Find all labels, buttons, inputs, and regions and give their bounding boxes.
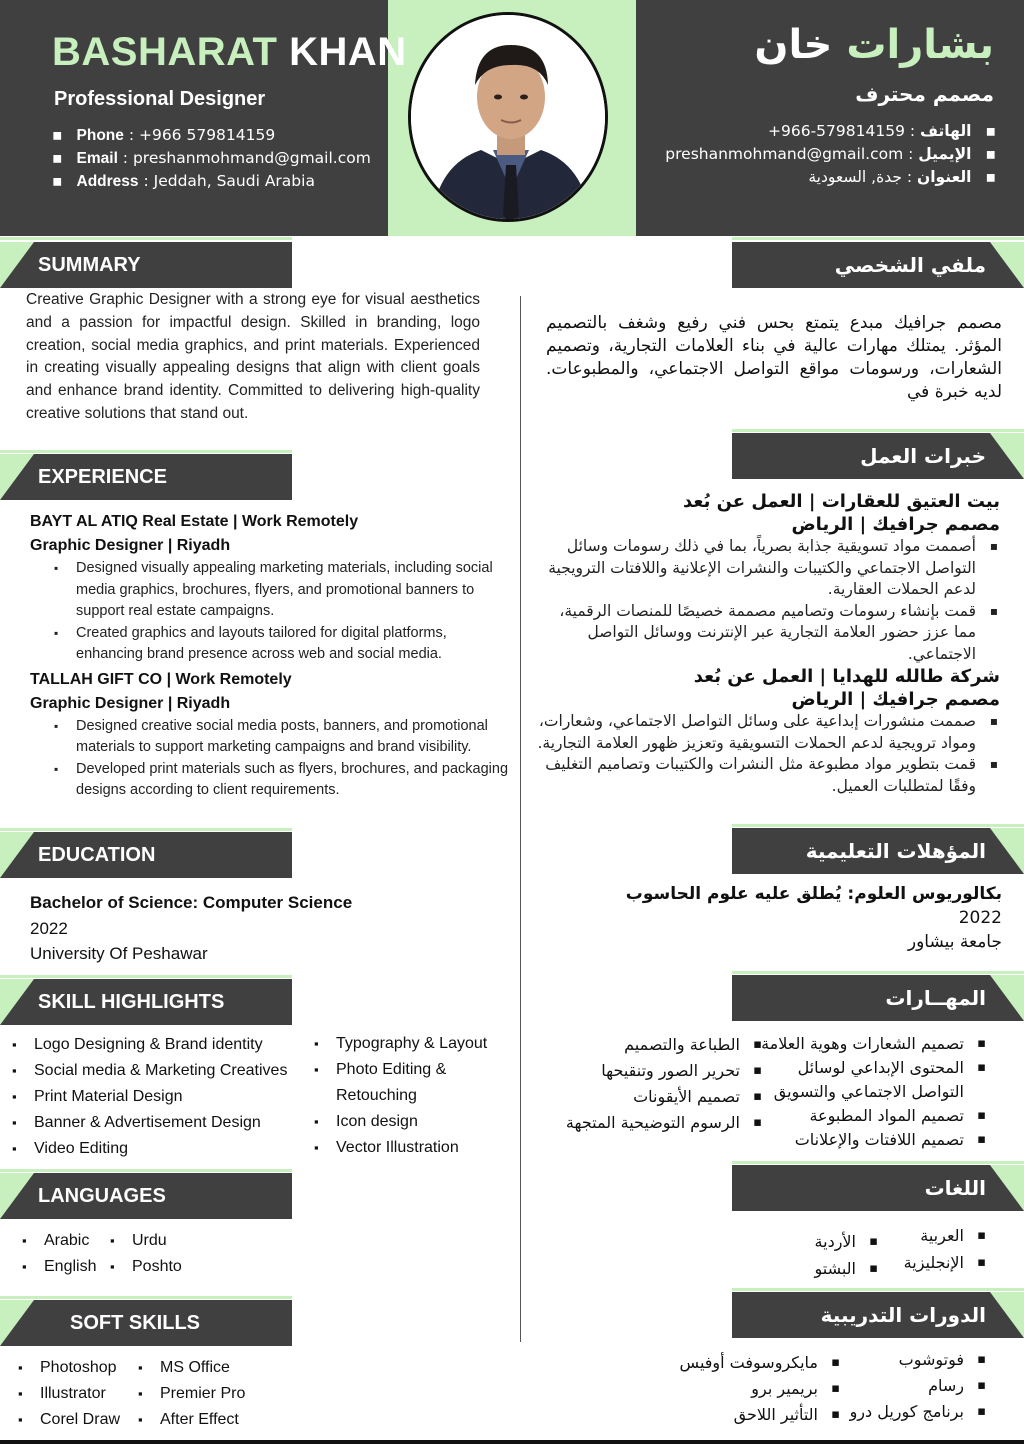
experience-list-arabic [534,490,1000,797]
list-item: التواصل الاجتماعي والتسويق [773,1082,964,1101]
list-item: ▪ Corel Draw [18,1407,120,1433]
list-item: ▪ MS Office [138,1355,245,1381]
languages-english-col1 [22,1228,96,1280]
section-accent [732,971,1024,974]
soft-skills-col1 [18,1355,120,1433]
education-degree-ar: بكالوريوس العلوم: يُطلق عليه علوم الحاسوب [625,884,1002,904]
list-item: ▪ After Effect [138,1407,245,1433]
job-bullets [30,716,516,802]
list-item: ▪ تصميم اللافتات والإعلانات [761,1128,986,1152]
list-item: ▪ صممت منشورات إبداعية على وسائل التواصل الاجتماعي، وشعارات، ومواد ترويجية لدعم الحملات التسويقية وتعزيز ظهور العلامة التجارية. [534,711,976,754]
contact-address: ▪ Address : Jeddah, Saudi Arabia [52,170,382,193]
list-item: ▪ المحتوى الإبداعي لوسائل [761,1056,986,1080]
soft-skills-col2 [138,1355,245,1433]
section-header-education-ar: المؤهلات التعليمية [732,828,1024,874]
list-item: ▪ قمت بتطوير مواد مطبوعة مثل النشرات والكتيبات وتصاميم التغليف وفقًا لمتطلبات العميل. [534,754,976,797]
section-accent [732,429,1024,432]
list-item: ▪ Banner & Advertisement Design [12,1110,287,1136]
column-divider [520,296,521,1342]
section-notch [990,1165,1024,1211]
section-notch [0,1173,34,1219]
section-header-languages: LANGUAGES [0,1173,292,1219]
section-header-courses-ar: الدورات التدريبية [732,1292,1024,1338]
summary-text-arabic: مصمم جرافيك مبدع يتمتع بحس فني رفيع وشغف بالتصميم المؤثر. يمتلك مهارات عالية في بناء العلامات التجارية، وتصميم الشعارات، ورسومات مواقع التواصل الاجتماعي، والمطبوعات. لديه خبرة في [546,313,1002,402]
job-role: Graphic Designer | Riyadh [30,694,231,712]
list-item: ▪ Designed visually appealing marketing materials, including social media graphics, brochures, flyers, and promotional banners to support real estate campaigns. [76,558,516,623]
list-item: ▪ بريمير برو [680,1376,840,1402]
education-english [30,890,510,967]
list-item: ▪ الرسوم التوضيحية المتجهة [566,1110,762,1136]
contact-email-ar[interactable]: ▪ الإيميل : preshanmohmand@gmail.com [616,143,996,166]
section-accent [732,237,1024,240]
name-arabic: بشارات خان [754,22,994,68]
list-item: ▪ الطباعة والتصميم [566,1032,762,1058]
section-header-summary: SUMMARY [0,242,292,288]
contact-list-arabic [616,120,996,189]
section-accent [732,1161,1024,1164]
job-bullets-ar [534,711,1000,797]
list-item: ▪ مايكروسوفت أوفيس [680,1350,840,1376]
list-item: ▪ Illustrator [18,1381,120,1407]
courses-arabic-col2 [680,1350,840,1428]
list-item: Retouching [336,1087,417,1104]
skills-list-arabic-col2 [566,1032,762,1136]
section-header-summary-ar: ملفي الشخصي [732,242,1024,288]
person-avatar-icon [411,15,608,222]
section-notch [0,1300,34,1346]
section-header-experience: EXPERIENCE [0,454,292,500]
job-company-ar: شركة طالله للهدايا | العمل عن بُعد [693,666,1000,687]
list-item: ▪ Urdu [110,1228,182,1254]
list-item: ▪ تحرير الصور وتنقيحها [566,1058,762,1084]
section-header-skills: SKILL HIGHLIGHTS [0,979,292,1025]
list-item: ▪ العربية [904,1222,986,1249]
section-notch [0,832,34,878]
section-accent [0,1169,292,1172]
list-item: ▪ Icon design [314,1109,487,1135]
list-item: ▪ الأردية [814,1228,878,1255]
profile-photo [408,12,608,222]
list-item: ▪ تصميم المواد المطبوعة [761,1104,986,1128]
list-item: ▪ التأثير اللاحق [680,1402,840,1428]
contact-phone-ar: ▪ الهاتف : +966-579814159 [616,120,996,143]
skills-list-english-col2 [314,1031,487,1161]
education-arabic [560,882,1002,954]
education-year: 2022 [30,918,68,938]
job-role-ar: مصمم جرافيك | الرياض [791,514,1000,535]
contact-phone: ▪ Phone : +966 579814159 [52,124,382,147]
job-company-ar: بيت العتيق للعقارات | العمل عن بُعد [683,491,1000,512]
section-notch [0,454,34,500]
list-item: ▪ Arabic [22,1228,96,1254]
list-item: ▪ Photoshop [18,1355,120,1381]
list-item: ▪ Poshto [110,1254,182,1280]
list-item: ▪ Logo Designing & Brand identity [12,1032,287,1058]
section-header-skills-ar: المهــارات [732,975,1024,1021]
list-item: ▪ فوتوشوب [850,1347,986,1373]
section-accent [732,1288,1024,1291]
section-accent [0,237,292,240]
list-item: ▪ تصميم الأيقونات [566,1084,762,1110]
job-company: TALLAH GIFT CO | Work Remotely [30,670,292,688]
list-item: ▪ Designed creative social media posts, banners, and promotional materials to support marketing campaigns and brand visibility. [76,716,516,759]
list-item: ▪ الإنجليزية [904,1249,986,1276]
section-header-languages-ar: اللغات [732,1165,1024,1211]
title-arabic: مصمم محترف [855,82,994,106]
section-accent [0,1296,292,1299]
languages-arabic-col1 [904,1222,986,1276]
skills-list-english-col1 [12,1032,287,1162]
list-item: ▪ Vector Illustration [314,1135,487,1161]
list-item: ▪ قمت بإنشاء رسومات وتصاميم مصممة خصيصًا للمنصات الرقمية، مما عزز حضور العلامة التجارية عبر الإنترنت ووسائل التواصل الاجتماعي. [534,601,976,666]
summary-text-english: Creative Graphic Designer with a strong eye for visual aesthetics and a passion for impactful design. Skilled in branding, logo creation, social media graphics, and print materials. Experienced in creating visually appealing designs that align with client goals and enhance brand identity. Committed to delivering high-quality creative solutions that stand out. [26,291,480,422]
list-item: ▪ Print Material Design [12,1084,287,1110]
experience-list-english [30,510,516,802]
courses-arabic-col1 [850,1347,986,1425]
contact-email[interactable]: ▪ Email : preshanmohmand@gmail.com [52,147,382,170]
list-item: ▪ Social media & Marketing Creatives [12,1058,287,1084]
section-accent [0,828,292,831]
education-school-ar: جامعة بيشاور [907,932,1002,952]
education-degree: Bachelor of Science: Computer Science [30,893,353,912]
languages-english-col2 [110,1228,182,1280]
list-item: ▪ برنامج كوريل درو [850,1399,986,1425]
job-company: BAYT AL ATIQ Real Estate | Work Remotely [30,513,359,530]
title-english: Professional Designer [54,88,266,110]
section-header-soft-skills: SOFT SKILLS [0,1300,292,1346]
section-notch [990,828,1024,874]
list-item: ▪ English [22,1254,96,1280]
skills-list-arabic-col1 [761,1032,986,1152]
languages-arabic-col2 [814,1228,878,1282]
section-notch [990,1292,1024,1338]
section-notch [0,242,34,288]
list-item: ▪ أصممت مواد تسويقية جذابة بصرياً، بما في ذلك رسومات وسائل التواصل الاجتماعي والكتيبات والنشرات الإعلانية واللافتات الترويجية لدعم الحملات العقارية. [534,536,976,601]
section-notch [990,242,1024,288]
contact-address-ar: ▪ العنوان : جدة, السعودية [616,166,996,189]
section-header-experience-ar: خبرات العمل [732,433,1024,479]
contact-list-english [52,124,382,193]
section-notch [0,979,34,1025]
section-notch [990,433,1024,479]
name-english: BASHARAT KHAN [52,30,407,74]
bottom-border [0,1440,1024,1444]
education-school: University Of Peshawar [30,944,208,963]
list-item: ▪ Video Editing [12,1136,287,1162]
section-accent [732,824,1024,827]
list-item: ▪ تصميم الشعارات وهوية العلامة [761,1032,986,1056]
section-notch [990,975,1024,1021]
job-role-ar: مصمم جرافيك | الرياض [791,689,1000,710]
section-accent [0,450,292,453]
list-item: ▪ رسام [850,1373,986,1399]
job-bullets-ar [534,536,1000,665]
section-accent [0,975,292,978]
education-year-ar: 2022 [958,908,1002,928]
list-item: ▪ Developed print materials such as flyers, brochures, and packaging designs according to client requirements. [76,759,516,802]
list-item: ▪ Photo Editing & [314,1057,487,1083]
list-item: ▪ Typography & Layout [314,1031,487,1057]
list-item: ▪ Premier Pro [138,1381,245,1407]
section-header-education: EDUCATION [0,832,292,878]
job-role: Graphic Designer | Riyadh [30,537,231,554]
list-item: ▪ البشتو [814,1255,878,1282]
list-item: ▪ Created graphics and layouts tailored for digital platforms, enhancing brand presence across web and social media. [76,623,516,666]
job-bullets [30,558,516,666]
